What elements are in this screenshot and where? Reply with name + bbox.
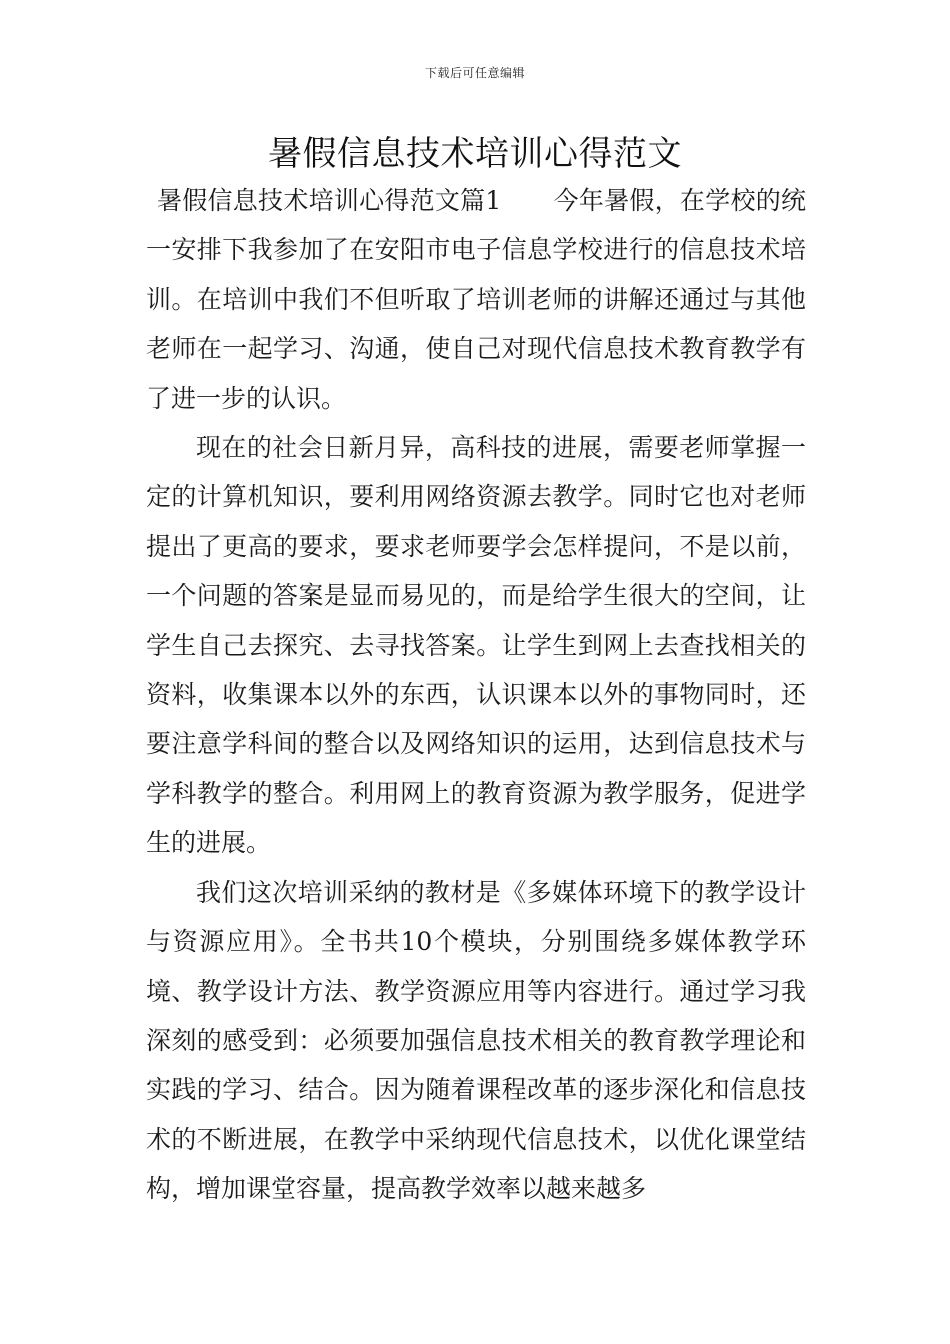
document-title: 暑假信息技术培训心得范文 — [268, 134, 682, 174]
document-body — [146, 176, 806, 1214]
paragraph-1-text: 今年暑假，在学校的统一安排下我参加了在安阳市电子信息学校进行的信息技术培训。在培训中我们不但听取了培训老师的讲解还通过与其他老师在一起学习、沟通，使自己对现代信息技术教育教学有了进一步的认识。 — [146, 186, 806, 413]
paragraph-3: 我们这次培训采纳的教材是《多媒体环境下的教学设计与资源应用》。全书共10个模块，分别围绕多媒体教学环境、教学设计方法、教学资源应用等内容进行。通过学习我深刻的感受到：必须要加强信息技术相关的教育教学理论和实践的学习、结合。因为随着课程改革的逐步深化和信息技术的不断进展，在教学中采纳现代信息技术，以优化课堂结构，增加课堂容量，提高教学效率以越来越多 — [146, 877, 806, 1204]
header-note: 下载后可任意编辑 — [424, 66, 525, 80]
paragraph-1 — [146, 176, 806, 423]
paragraph-2: 现在的社会日新月异，高科技的进展，需要老师掌握一定的计算机知识，要利用网络资源去教学。同时它也对老师提出了更高的要求，要求老师要学会怎样提问，不是以前，一个问题的答案是显而易见的，而是给学生很大的空间，让学生自己去探究、去寻找答案。让学生到网上去查找相关的资料，收集课本以外的东西，认识课本以外的事物同时，还要注意学科间的整合以及网络知识的运用，达到信息技术与学科教学的整合。利用网上的教育资源为教学服务，促进学生的进展。 — [146, 433, 806, 858]
paragraph-1-lead: 暑假信息技术培训心得范文篇1 — [157, 186, 502, 215]
